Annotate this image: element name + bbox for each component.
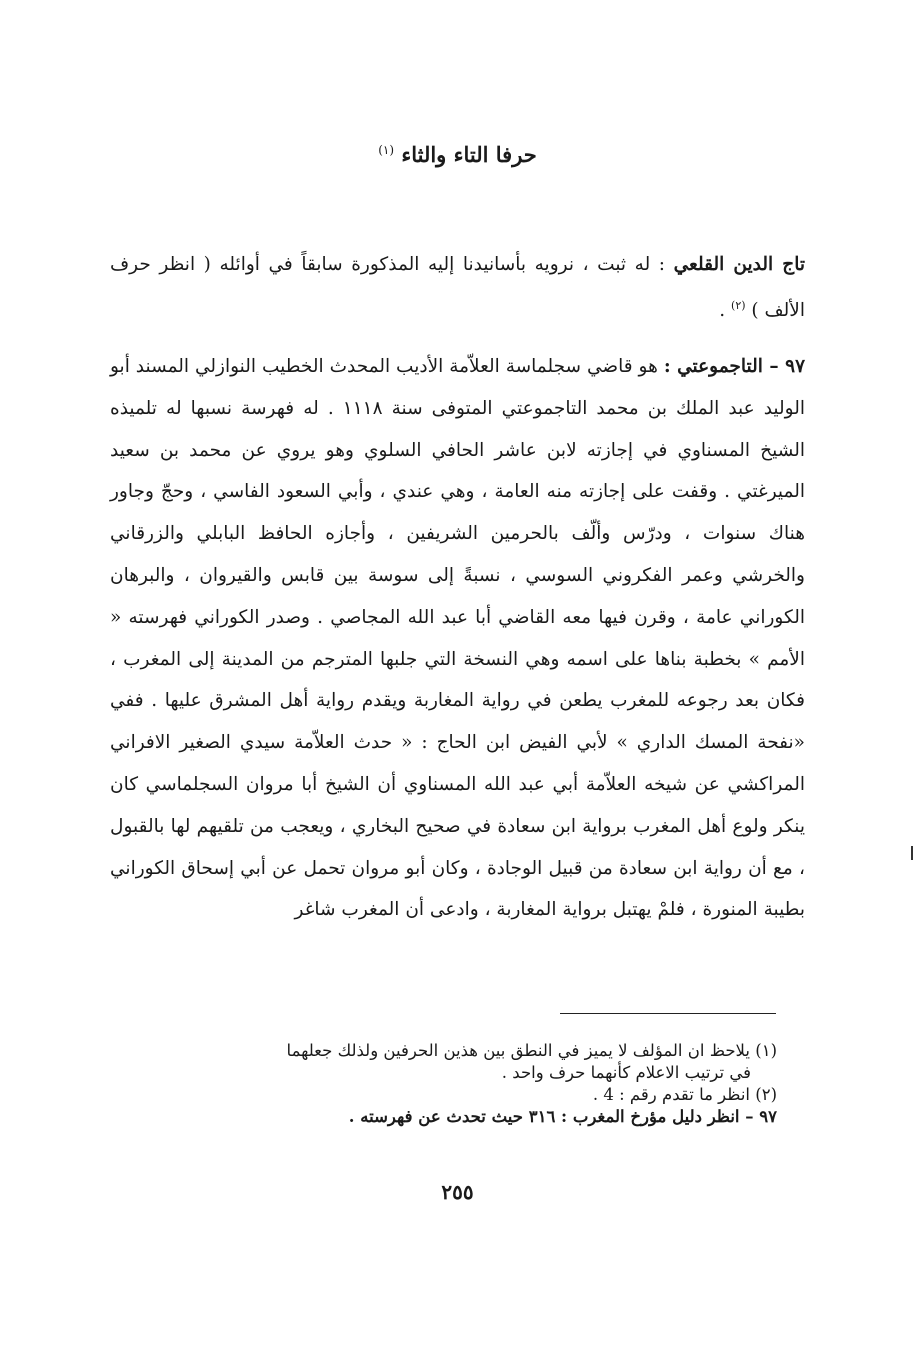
page-number: ٢٥٥ (441, 1180, 474, 1204)
intro-footnote-ref: (٢) (731, 299, 746, 312)
margin-mark (911, 846, 913, 860)
intro-entry-name: تاج الدين القلعي (673, 254, 806, 275)
section-heading-text: حرفا التاء والثاء (401, 142, 537, 167)
entry-name: التاجموعتي : (663, 356, 763, 377)
footnote-divider (560, 1013, 776, 1014)
entry-text: هو قاضي سجلماسة العلاّمة الأديب المحدث الخطيب النوازلي المسند أبو الوليد عبد الملك بن محمد التاجموعتي المتوفى سنة ١١١٨ . له فهرسة نسبها له تلميذه الشيخ المسناوي في إجازته لابن عاشر الحافي السلوي وهو يروي عن محمد بن سعيد الميرغتي . وقفت على إجازته منه العامة ، وهي عندي ، وأبي السعود الفاسي ، وحجّ وجاور هناك سنوات ، ودرّس وألّف بالحرمين الشريفين ، وأجازه الحافظ البابلي والزرقاني والخرشي وعمر الفكروني السوسي ، نسبةً إلى سوسة بين قابس والقيروان ، والبرهان الكوراني عامة ، وقرن فيها معه القاضي أبا عبد الله المجاصي . وصدر الكوراني فهرسته « الأمم » بخطبة بناها على اسمه وهي النسخة التي جلبها المترجم من المدينة إلى المغرب ، فكان بعد رجوعه للمغرب يطعن في رواية المغاربة ويقدم رواية أهل المشرق عليها . ففي «نفحة المسك الداري » لأبي الفيض ابن الحاج : « حدث العلاّمة سيدي الصغير الافراني المراكشي عن شيخه العلاّمة أبي عبد الله المسناوي أن الشيخ أبا مروان السجلماسي كان ينكر ولوع أهل المغرب برواية ابن سعادة في صحيح البخاري ، ويعجب من تلقيهم لها بالقبول ، مع أن رواية ابن سعادة من قبيل الوجادة ، وكان أبو مروان تحمل عن أبي إسحاق الكوراني بطيبة المنورة ، فلمْ يهتبل برواية المغاربة ، وادعى أن المغرب شاغر (110, 356, 805, 921)
footnote-2: (٢) انظر ما تقدم رقم : 4 . (592, 1085, 777, 1104)
footnotes (107, 1040, 777, 1128)
heading-footnote-ref: (١) (378, 143, 395, 157)
intro-text: : له ثبت ، نرويه بأسانيدنا إليه المذكورة سابقاً في أوائله ( انظر حرف الألف ) (110, 254, 805, 322)
entry-number: ٩٧ (785, 356, 806, 377)
footnote-1-line-1: (١) يلاحظ ان المؤلف لا يميز في النطق بين هذين الحرفين ولذلك جعلهما (286, 1041, 777, 1060)
footnote-97: ٩٧ – انظر دليل مؤرخ المغرب : ٣١٦ حيث تحدث عن فهرسته . (348, 1107, 777, 1126)
entry-97-paragraph (110, 346, 805, 931)
intro-text-end: . (719, 300, 732, 322)
intro-paragraph (110, 244, 805, 331)
entry-dash: – (762, 356, 786, 377)
footnote-1-line-2: في ترتيب الاعلام كأنهما حرف واحد . (501, 1063, 751, 1082)
section-heading (0, 142, 915, 167)
